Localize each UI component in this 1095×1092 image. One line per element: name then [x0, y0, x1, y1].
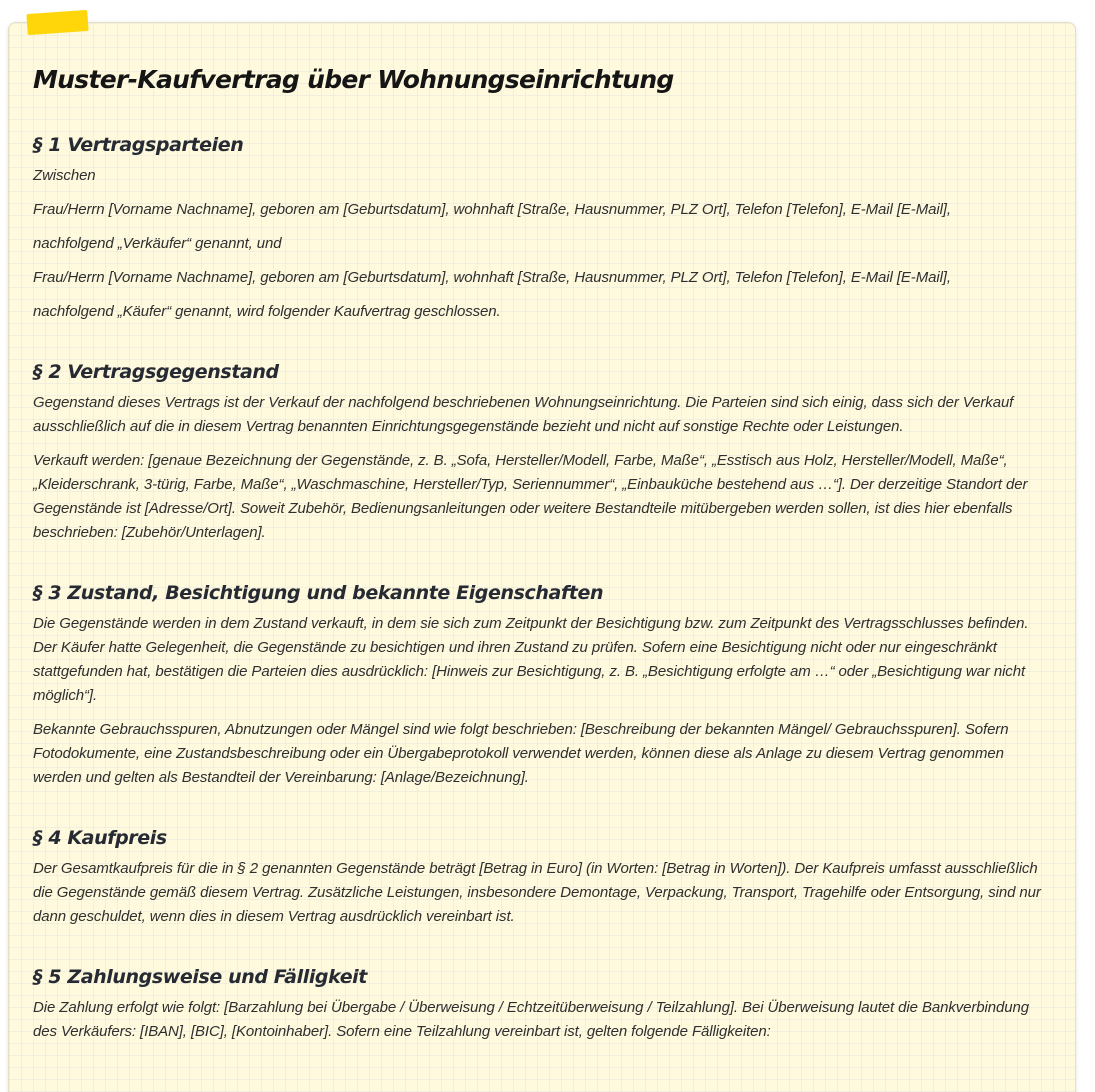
section-heading: § 3 Zustand, Besichtigung und bekannte Eigenschaften: [33, 582, 604, 604]
section-paragraph: nachfolgend „Käufer“ genannt, wird folgender Kaufvertrag geschlossen.: [33, 303, 501, 320]
section-3: [33, 579, 1053, 790]
section-paragraph: nachfolgend „Verkäufer“ genannt, und: [33, 235, 282, 252]
section-paragraph: Frau/Herrn [Vorname Nachname], geboren am [Geburtsdatum], wohnhaft [Straße, Hausnummer, PLZ Ort], Telefon [Telefon], E-Mail [E-Mail],: [33, 269, 951, 286]
section-2: [33, 358, 1053, 545]
section-4: [33, 824, 1053, 929]
section-paragraph: Die Zahlung erfolgt wie folgt: [Barzahlung bei Übergabe / Überweisung / Echtzeitüberweisung / Teilzahlung]. Bei Überweisung lautet die Bankverbindung des Verkäufers: [IBAN], [BIC], [Kontoinhaber]. Sofern eine Teilzahlung vereinbart ist, gelten folgende Fälligkeiten:: [33, 999, 1029, 1040]
section-paragraph: Verkauft werden: [genaue Bezeichnung der Gegenstände, z. B. „Sofa, Hersteller/Modell, Farbe, Maße“, „Esstisch aus Holz, Hersteller/Modell, Maße“, „Kleiderschrank, 3-türig, Farbe, Maße“, „Waschmaschine, Hersteller/Typ, Seriennummer“, „Einbauküche bestehend aus …“]. Der derzeitige Standort der Gegenstände ist [Adresse/Ort]. Soweit Zubehör, Bedienungsanleitungen oder weitere Bestandteile mitübergeben werden sollen, ist dies hier ebenfalls beschrieben: [Zubehör/Unterlagen].: [33, 452, 1028, 541]
document-sheet: [8, 22, 1076, 1092]
section-paragraph: Gegenstand dieses Vertrags ist der Verkauf der nachfolgend beschriebenen Wohnungseinrichtung. Die Parteien sind sich einig, dass sich der Verkauf ausschließlich auf die in diesem Vertrag benannten Einrichtungsgegenstände bezieht und nicht auf sonstige Rechte oder Leistungen.: [33, 394, 1014, 435]
section-heading: § 2 Vertragsgegenstand: [33, 361, 279, 383]
section-heading: § 5 Zahlungsweise und Fälligkeit: [33, 966, 367, 988]
document-title: Muster-Kaufvertrag über Wohnungseinrichtung: [33, 65, 674, 94]
section-paragraph: Zwischen: [33, 167, 96, 184]
section-paragraph: Bekannte Gebrauchsspuren, Abnutzungen oder Mängel sind wie folgt beschrieben: [Beschreibung der bekannten Mängel/ Gebrauchsspuren]. Sofern Fotodokumente, eine Zustandsbeschreibung oder ein Übergabeprotokoll verwendet werden, können diese als Anlage zu diesem Vertrag genommen werden und gelten als Bestandteil der Vereinbarung: [Anlage/Bezeichnung].: [33, 721, 1009, 786]
section-heading: § 1 Vertragsparteien: [33, 134, 244, 156]
section-1: [33, 131, 1053, 324]
section-heading: § 4 Kaufpreis: [33, 827, 167, 849]
section-paragraph: Der Gesamtkaufpreis für die in § 2 genannten Gegenstände beträgt [Betrag in Euro] (in Worten: [Betrag in Worten]). Der Kaufpreis umfasst ausschließlich die Gegenstände gemäß diesem Vertrag. Zusätzliche Leistungen, insbesondere Demontage, Verpackung, Transport, Tragehilfe oder Entsorgung, sind nur dann geschuldet, wenn dies in diesem Vertrag ausdrücklich vereinbart ist.: [33, 860, 1041, 925]
section-paragraph: Die Gegenstände werden in dem Zustand verkauft, in dem sie sich zum Zeitpunkt der Besichtigung bzw. zum Zeitpunkt des Vertragsschlusses befinden. Der Käufer hatte Gelegenheit, die Gegenstände zu besichtigen und ihren Zustand zu prüfen. Sofern eine Besichtigung nicht oder nur eingeschränkt stattgefunden hat, bestätigen die Parteien dies ausdrücklich: [Hinweis zur Besichtigung, z. B. „Besichtigung erfolgte am …“ oder „Besichtigung war nicht möglich“].: [33, 615, 1029, 704]
section-paragraph: Frau/Herrn [Vorname Nachname], geboren am [Geburtsdatum], wohnhaft [Straße, Hausnummer, PLZ Ort], Telefon [Telefon], E-Mail [E-Mail],: [33, 201, 951, 218]
tape-strip: [26, 10, 88, 35]
section-5: [33, 963, 1053, 1044]
